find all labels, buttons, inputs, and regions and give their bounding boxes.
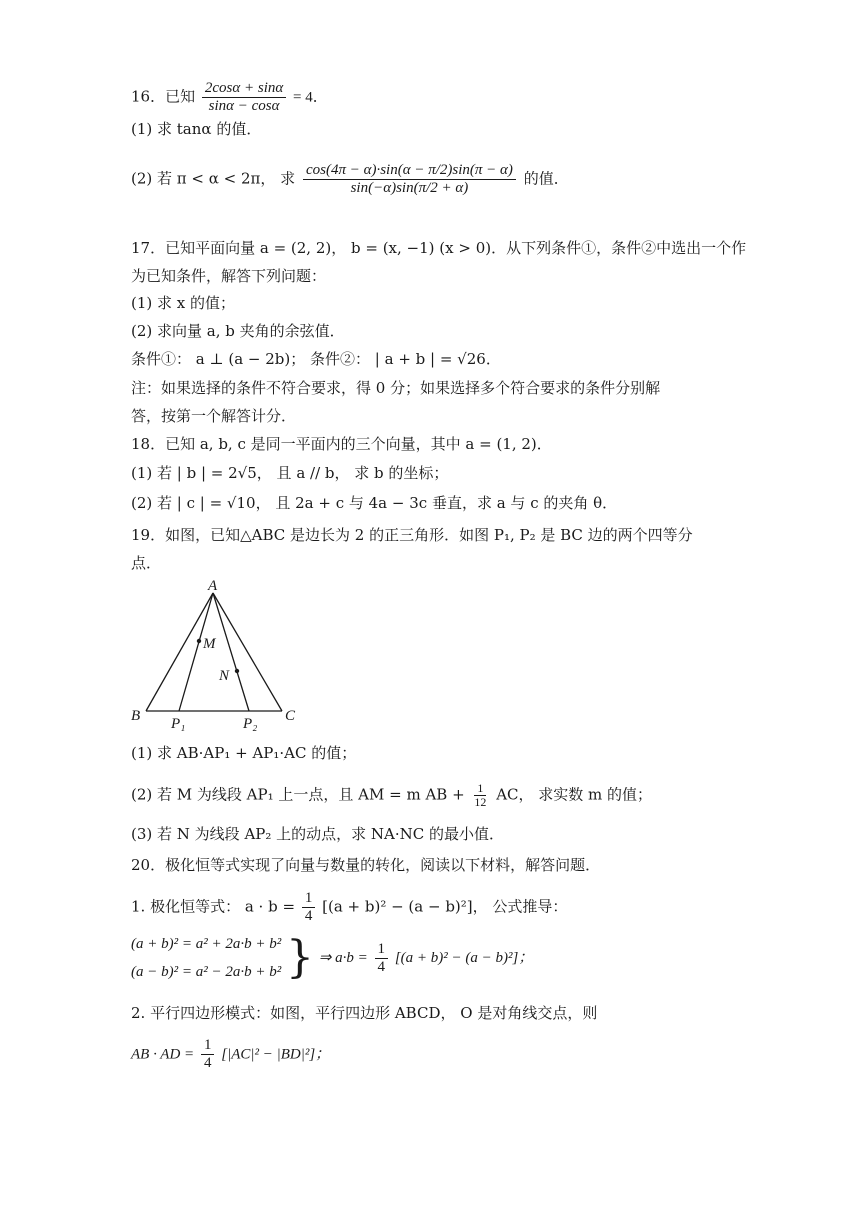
q20-line1: 20．极化恒等式实现了向量与数量的转化，阅读以下材料，解答问题．: [131, 856, 601, 874]
side-ac: [213, 593, 282, 711]
label-p1: P₁: [171, 716, 186, 732]
q20-derivation-den: 4: [377, 958, 386, 975]
q20-section1: [131, 890, 567, 925]
q17-conditions: 条件①： a ⊥ (a − 2b)； 条件②： | a + b | = √26．: [131, 350, 501, 368]
q20-derivation-num: 1: [375, 941, 389, 959]
q20-s1-body: [(a + b)² − (a − b)²]， 公式推导：: [322, 897, 568, 916]
q19-part2-fraction: [471, 782, 489, 809]
q20-derivation-lines: [131, 930, 281, 986]
q16-part2-prefix: (2) 若 π < α < 2π， 求: [131, 169, 296, 188]
q16-part2: [131, 162, 569, 197]
q20-s1-den: 4: [304, 908, 313, 924]
q18-part2: (2) 若 | c | = √10， 且 2a + c 与 4a − 3c 垂直，求 a 与 c 的夹角 θ．: [131, 494, 618, 512]
segment-ap1: [179, 593, 213, 711]
q16-part2-fraction: [302, 162, 517, 197]
q16-frac-den: sinα − cosα: [208, 98, 280, 114]
q20-s2-formula-body: [|AC|² − |BD|²]；: [221, 1046, 331, 1063]
q20-derivation-line2: (a − b)² = a² − 2a·b + b²: [131, 964, 282, 980]
q19-part2-num: 1: [474, 782, 486, 796]
q16-eq: = 4．: [293, 89, 328, 106]
label-n: N: [219, 668, 230, 684]
q20-s1-prefix: 1. 极化恒等式： a · b =: [131, 897, 296, 916]
q16-frac-num: 2cosα + sinα: [202, 80, 286, 98]
point-m: [197, 639, 201, 643]
q20-s1-fraction: [302, 890, 316, 925]
q20-derivation-result-prefix: ⇒ a·b =: [318, 950, 368, 966]
q20-section2: 2. 平行四边形模式：如图，平行四边形 ABCD， O 是对角线交点，则: [131, 1004, 598, 1022]
q20-s2-formula-prefix: AB · AD =: [131, 1046, 195, 1063]
q20-derivation-result-body: [(a + b)² − (a − b)²]；: [394, 950, 534, 966]
q19-part1: (1) 求 AB·AP₁ + AP₁·AC 的值；: [131, 744, 357, 762]
q20-s2-num: 1: [201, 1037, 215, 1055]
q17-part2: (2) 求向量 a, b 夹角的余弦值．: [131, 322, 345, 340]
q18-line1: 18．已知 a, b, c 是同一平面内的三个向量，其中 a = (1, 2)．: [131, 435, 552, 453]
q17-part1: (1) 求 x 的值；: [131, 294, 236, 312]
q19-line1: 19．如图，已知△ABC 是边长为 2 的正三角形．如图 P₁, P₂ 是 BC 边的两个四等分: [131, 526, 693, 544]
triangle-figure: [128, 578, 308, 733]
q16-part2-num: cos(4π − α)·sin(α − π/2)sin(π − α): [303, 162, 516, 180]
point-n: [235, 669, 239, 673]
q19-part2-prefix: (2) 若 M 为线段 AP₁ 上一点，且 AM = m AB +: [131, 785, 465, 804]
q19-line2: 点．: [131, 554, 162, 572]
q17-note2: 答，按第一个解答计分．: [131, 407, 297, 425]
q19-part3: (3) 若 N 为线段 AP₂ 上的动点，求 NA·NC 的最小值．: [131, 825, 505, 843]
q20-derivation-fraction: [375, 941, 389, 976]
side-ab: [146, 593, 213, 711]
label-a: A: [208, 578, 218, 594]
label-c: C: [285, 708, 296, 724]
q20-s1-num: 1: [302, 890, 316, 908]
q19-part2-suffix: AC， 求实数 m 的值；: [496, 785, 653, 804]
label-b: B: [131, 708, 141, 724]
q16-part1: (1) 求 tanα 的值．: [131, 120, 262, 138]
q17-line1: 17．已知平面向量 a = (2, 2)， b = (x, −1) (x > 0)．从下列条件①，条件②中选出一个作: [131, 239, 747, 257]
q19-part2: [131, 782, 652, 809]
q20-derivation: [131, 930, 533, 986]
q19-part2-den: 12: [474, 795, 487, 809]
label-m: M: [203, 636, 216, 652]
q18-part1: (1) 若 | b | = 2√5， 且 a // b， 求 b 的坐标；: [131, 464, 449, 482]
q16-label: 16．已知: [131, 87, 196, 106]
q16-fraction: [202, 80, 286, 115]
right-brace-icon: }: [286, 932, 315, 983]
q20-section2-formula: [131, 1037, 330, 1072]
segment-ap2: [213, 593, 249, 711]
q20-s2-den: 4: [203, 1055, 212, 1071]
q17-note1: 注：如果选择的条件不符合要求，得 0 分；如果选择多个符合要求的条件分别解: [131, 379, 661, 397]
q17-line2: 为已知条件，解答下列问题：: [131, 267, 327, 285]
q16-part2-den: sin(−α)sin(π/2 + α): [350, 180, 469, 196]
q16-part2-suffix: 的值．: [523, 169, 569, 188]
q20-s2-fraction: [201, 1037, 215, 1072]
label-p2: P₂: [243, 716, 258, 732]
q16-stem: [131, 80, 328, 115]
q20-derivation-line1: (a + b)² = a² + 2a·b + b²: [131, 936, 282, 952]
